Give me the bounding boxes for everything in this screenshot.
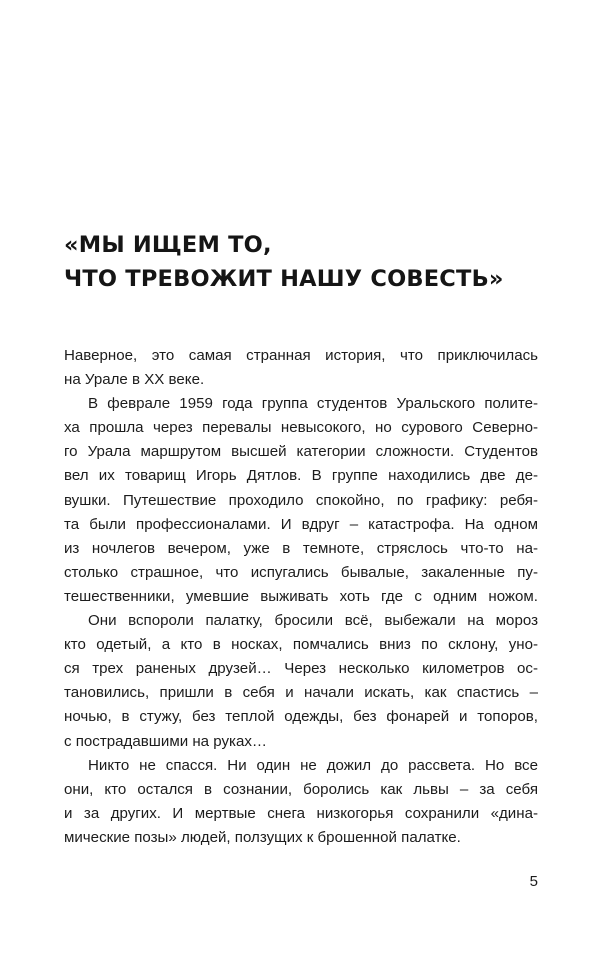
body-text [64,344,538,850]
text-line: Наверное, это самая странная история, что приключилась [64,347,538,364]
text-line: ночью, в стужу, без теплой одежды, без фонарей и топоров, [64,708,538,726]
text-line: ся трех раненых друзей… Через несколько километров ос- [64,660,538,678]
chapter-title-line: ЧТО ТРЕВОЖИТ НАШУ СОВЕСТЬ» [64,266,504,292]
text-line: из ночлегов вечером, уже в темноте, стряслось что-то на- [64,539,538,557]
chapter-title [64,228,544,296]
text-line: вушки. Путешествие проходило спокойно, по графику: ребя- [64,491,538,509]
text-line: го Урала маршрутом высшей категории сложности. Студентов [64,443,538,461]
text-line: и за других. И мертвые снега низкогорья сохранили «дина- [64,804,538,822]
text-line: ха прошла через перевалы невысокого, но сурового Северно- [64,419,538,437]
chapter-title-line: «МЫ ИЩЕМ ТО, [64,232,272,258]
text-line: тешественники, умевшие выживать хоть где с одним ножом. [64,587,538,605]
page-number: 5 [529,873,538,890]
text-line: на Урале в XX веке. [64,371,205,389]
text-line: та были профессионалами. И вдруг – катастрофа. На одном [64,515,538,533]
text-line: они, кто остался в сознании, боролись как львы – за себя [64,780,538,798]
text-line: кто одетый, а кто в носках, помчались вниз по склону, уно- [64,636,538,654]
text-line: мические позы» людей, ползущих к брошенной палатке. [64,828,461,846]
text-line: с пострадавшими на руках… [64,732,267,750]
text-line: столько страшное, что испугались бывалые, закаленные пу- [64,563,538,581]
text-line: В феврале 1959 года группа студентов Уральского полите- [88,395,538,413]
text-line: вел их товарищ Игорь Дятлов. В группе находились две де- [64,467,538,485]
text-line: Никто не спасся. Ни один не дожил до рассвета. Но все [88,756,538,774]
text-line: Они вспороли палатку, бросили всё, выбежали на мороз [88,612,538,630]
text-line: тановились, пришли в себя и начали искать, как спастись – [64,684,538,702]
